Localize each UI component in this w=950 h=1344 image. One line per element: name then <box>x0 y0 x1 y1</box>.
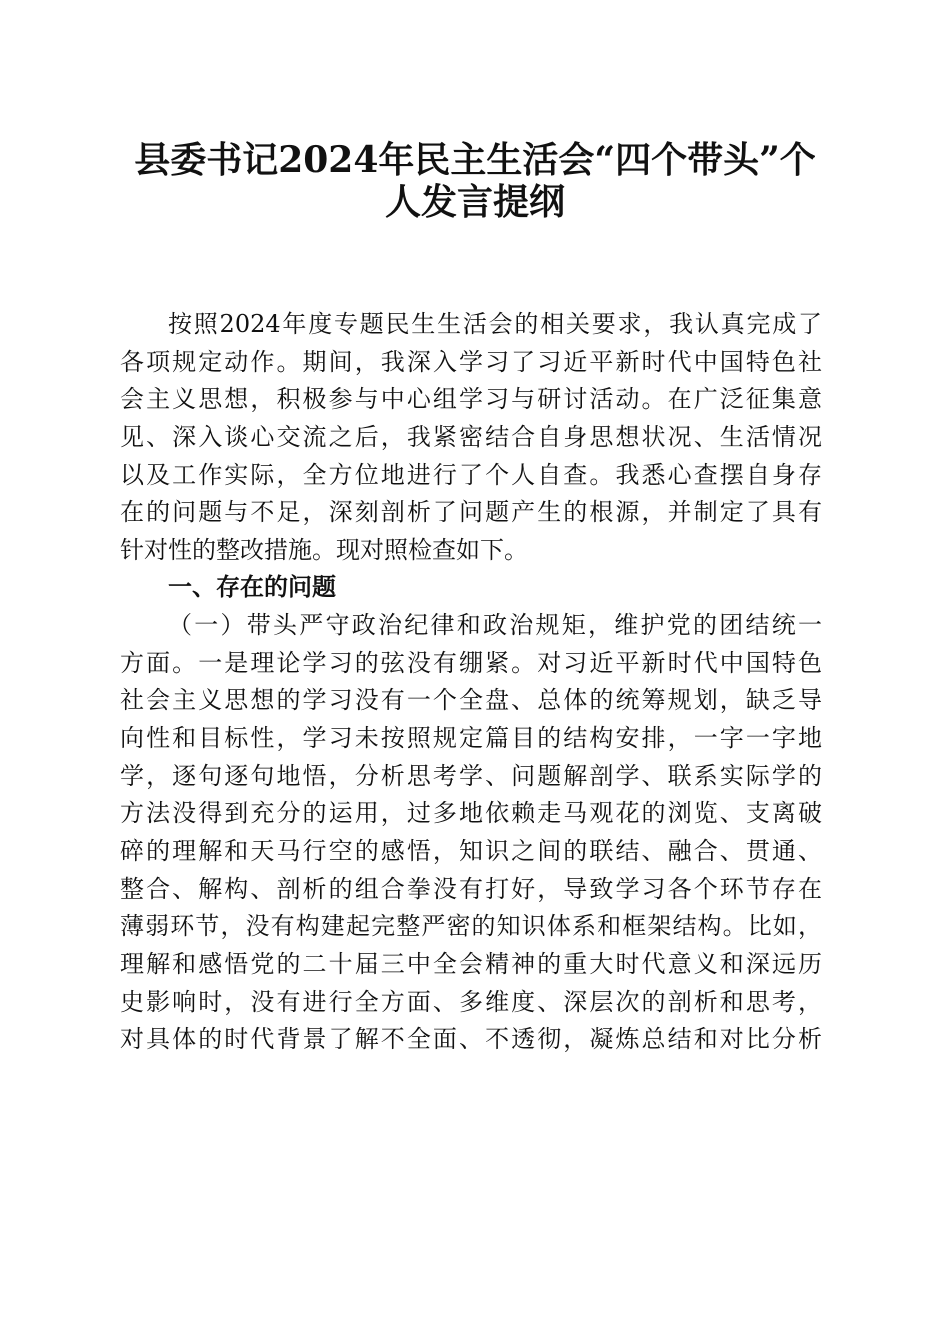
text-line: 史影响时，没有进行全方面、多维度、深层次的剖析和思考， <box>120 987 822 1016</box>
text-line: 理解和感悟党的二十届三中全会精神的重大时代意义和深远历 <box>120 949 822 978</box>
text-line: 在的问题与不足，深刻剖析了问题产生的根源，并制定了具有 <box>120 498 822 527</box>
text-line: 方法没得到充分的运用，过多地依赖走马观花的浏览、支离破 <box>120 799 822 828</box>
text-line: 学，逐句逐句地悟，分析思考学、问题解剖学、联系实际学的 <box>120 761 822 790</box>
intro-paragraph <box>120 306 822 1059</box>
text-line: （一）带头严守政治纪律和政治规矩，维护党的团结统一 <box>168 611 822 640</box>
text-line: 针对性的整改措施。现对照检查如下。 <box>120 535 528 564</box>
text-line: 会主义思想，积极参与中心组学习与研讨活动。在广泛征集意 <box>120 385 822 414</box>
text-line: 方面。一是理论学习的弦没有绷紧。对习近平新时代中国特色 <box>120 648 822 677</box>
text-line: 以及工作实际，全方位地进行了个人自查。我悉心查摆自身存 <box>120 460 822 489</box>
document-title-line-2: 人发言提纲 <box>384 181 565 223</box>
section-heading: 一、存在的问题 <box>168 573 336 602</box>
document-title-line-1: 县委书记2024年民主生活会“四个带头”个 <box>134 139 816 181</box>
text-line: 按照2024年度专题民生生活会的相关要求，我认真完成了 <box>168 310 822 338</box>
text-line: 向性和目标性，学习未按照规定篇目的结构安排，一字一字地 <box>120 724 822 753</box>
text-line: 对具体的时代背景了解不全面、不透彻，凝炼总结和对比分析 <box>120 1025 822 1054</box>
text-line: 碎的理解和天马行空的感悟，知识之间的联结、融合、贯通、 <box>120 836 822 865</box>
text-line: 见、深入谈心交流之后，我紧密结合自身思想状况、生活情况 <box>120 422 822 451</box>
text-line: 社会主义思想的学习没有一个全盘、总体的统筹规划，缺乏导 <box>120 686 822 715</box>
text-line: 整合、解构、剖析的组合拳没有打好，导致学习各个环节存在 <box>120 874 822 903</box>
text-line: 各项规定动作。期间，我深入学习了习近平新时代中国特色社 <box>120 347 822 376</box>
text-line: 薄弱环节，没有构建起完整严密的知识体系和框架结构。比如， <box>120 912 822 941</box>
